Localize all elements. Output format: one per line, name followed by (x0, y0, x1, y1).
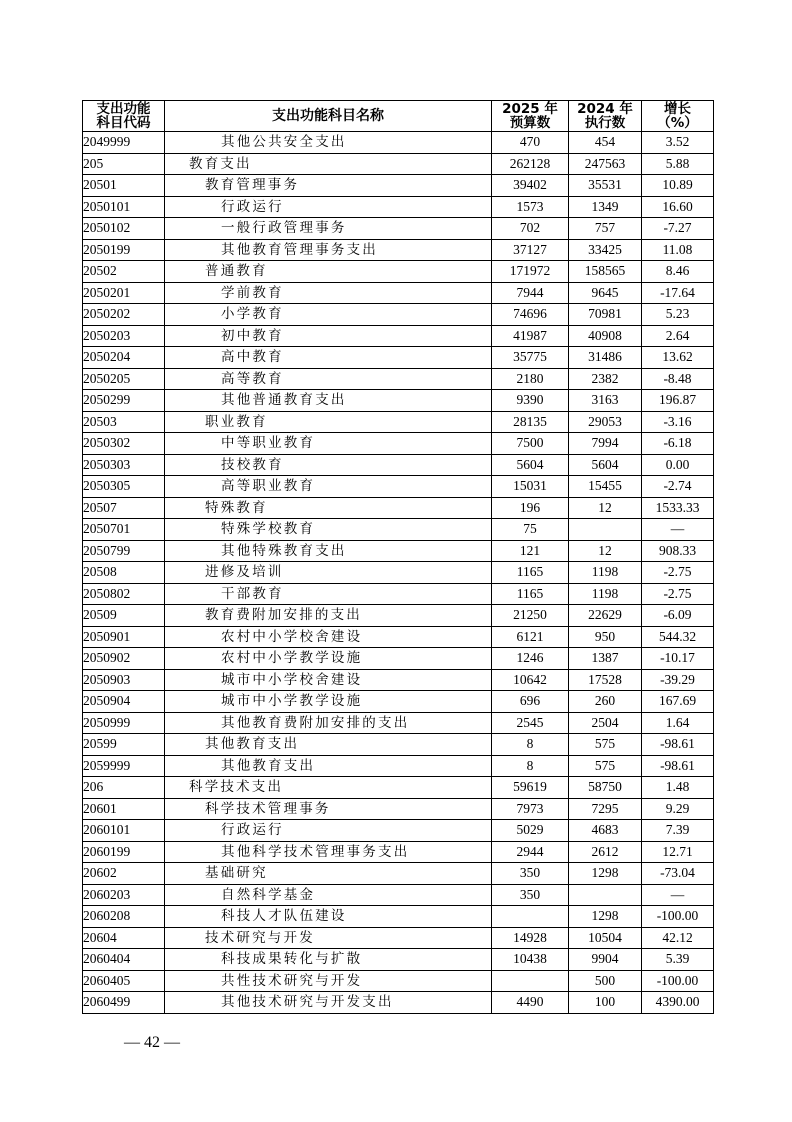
cell-growth: -17.64 (642, 282, 714, 304)
page-number: — 42 — (124, 1034, 180, 1051)
cell-budget-2025: 171972 (492, 261, 569, 283)
cell-executed-2024: 2382 (569, 368, 642, 390)
cell-growth: 167.69 (642, 691, 714, 713)
cell-budget-2025: 470 (492, 132, 569, 154)
cell-name: 技术研究与开发 (165, 927, 492, 949)
cell-name: 其他教育支出 (165, 734, 492, 756)
table-row (83, 132, 714, 154)
table-row (83, 196, 714, 218)
cell-executed-2024: 1349 (569, 196, 642, 218)
table-row (83, 390, 714, 412)
cell-growth: -2.74 (642, 476, 714, 498)
cell-growth: 1533.33 (642, 497, 714, 519)
table-row (83, 325, 714, 347)
cell-executed-2024: 1198 (569, 583, 642, 605)
cell-name: 普通教育 (165, 261, 492, 283)
cell-growth: 196.87 (642, 390, 714, 412)
cell-name: 技校教育 (165, 454, 492, 476)
cell-executed-2024: 35531 (569, 175, 642, 197)
header-code-line2: 科目代码 (96, 115, 151, 131)
cell-budget-2025: 121 (492, 540, 569, 562)
cell-name: 初中教育 (165, 325, 492, 347)
cell-name: 行政运行 (165, 196, 492, 218)
cell-budget-2025: 8 (492, 755, 569, 777)
table-row (83, 153, 714, 175)
cell-executed-2024: 3163 (569, 390, 642, 412)
cell-executed-2024: 5604 (569, 454, 642, 476)
table-row (83, 970, 714, 992)
header-code (83, 101, 165, 132)
cell-executed-2024: 58750 (569, 777, 642, 799)
cell-budget-2025: 196 (492, 497, 569, 519)
cell-executed-2024: 33425 (569, 239, 642, 261)
cell-executed-2024: 15455 (569, 476, 642, 498)
cell-name: 基础研究 (165, 863, 492, 885)
cell-growth: 10.89 (642, 175, 714, 197)
header-growth (642, 101, 714, 132)
cell-name: 小学教育 (165, 304, 492, 326)
cell-budget-2025: 7973 (492, 798, 569, 820)
cell-code: 2060405 (83, 970, 165, 992)
cell-budget-2025: 37127 (492, 239, 569, 261)
cell-code: 2060499 (83, 992, 165, 1014)
cell-budget-2025: 9390 (492, 390, 569, 412)
cell-executed-2024: 2504 (569, 712, 642, 734)
table-row (83, 648, 714, 670)
cell-budget-2025: 350 (492, 884, 569, 906)
cell-code: 2060199 (83, 841, 165, 863)
cell-budget-2025: 15031 (492, 476, 569, 498)
cell-code: 2050203 (83, 325, 165, 347)
cell-executed-2024: 4683 (569, 820, 642, 842)
cell-growth: -39.29 (642, 669, 714, 691)
cell-budget-2025: 2944 (492, 841, 569, 863)
table-row (83, 669, 714, 691)
cell-code: 206 (83, 777, 165, 799)
table-header-row (83, 101, 714, 132)
cell-budget-2025: 41987 (492, 325, 569, 347)
cell-growth: 3.52 (642, 132, 714, 154)
header-budget (492, 101, 569, 132)
cell-growth: -2.75 (642, 583, 714, 605)
cell-name: 其他科学技术管理事务支出 (165, 841, 492, 863)
cell-code: 2060203 (83, 884, 165, 906)
cell-name: 教育费附加安排的支出 (165, 605, 492, 627)
table-row (83, 347, 714, 369)
header-executed-line1: 2024 年 (577, 101, 633, 117)
cell-executed-2024: 757 (569, 218, 642, 240)
table-row (83, 777, 714, 799)
cell-budget-2025: 59619 (492, 777, 569, 799)
cell-name: 学前教育 (165, 282, 492, 304)
table-row (83, 304, 714, 326)
cell-code: 2050205 (83, 368, 165, 390)
cell-growth: -98.61 (642, 755, 714, 777)
cell-executed-2024: 12 (569, 497, 642, 519)
cell-executed-2024: 454 (569, 132, 642, 154)
cell-code: 2050101 (83, 196, 165, 218)
cell-name: 科学技术管理事务 (165, 798, 492, 820)
cell-executed-2024 (569, 884, 642, 906)
cell-growth: 0.00 (642, 454, 714, 476)
cell-code: 2050204 (83, 347, 165, 369)
table-body (83, 132, 714, 1014)
header-code-line1: 支出功能 (96, 101, 151, 117)
cell-growth: 5.88 (642, 153, 714, 175)
cell-growth: 9.29 (642, 798, 714, 820)
cell-name: 其他特殊教育支出 (165, 540, 492, 562)
cell-code: 2050201 (83, 282, 165, 304)
cell-budget-2025: 5604 (492, 454, 569, 476)
cell-code: 2059999 (83, 755, 165, 777)
cell-name: 其他教育管理事务支出 (165, 239, 492, 261)
cell-growth: 1.48 (642, 777, 714, 799)
cell-code: 2049999 (83, 132, 165, 154)
cell-budget-2025: 5029 (492, 820, 569, 842)
table-row (83, 261, 714, 283)
table-row (83, 841, 714, 863)
cell-name: 职业教育 (165, 411, 492, 433)
cell-executed-2024: 29053 (569, 411, 642, 433)
table-row (83, 712, 714, 734)
cell-budget-2025: 350 (492, 863, 569, 885)
cell-growth: -100.00 (642, 906, 714, 928)
cell-budget-2025: 696 (492, 691, 569, 713)
cell-growth: 4390.00 (642, 992, 714, 1014)
cell-growth: -7.27 (642, 218, 714, 240)
cell-name: 高中教育 (165, 347, 492, 369)
cell-code: 2050903 (83, 669, 165, 691)
cell-code: 2050202 (83, 304, 165, 326)
table-row (83, 519, 714, 541)
cell-executed-2024: 575 (569, 755, 642, 777)
cell-code: 20501 (83, 175, 165, 197)
header-name: 支出功能科目名称 (165, 101, 492, 132)
cell-executed-2024: 12 (569, 540, 642, 562)
cell-code: 2060101 (83, 820, 165, 842)
table-row (83, 218, 714, 240)
cell-growth: -6.09 (642, 605, 714, 627)
cell-executed-2024: 10504 (569, 927, 642, 949)
cell-executed-2024: 158565 (569, 261, 642, 283)
cell-growth: -73.04 (642, 863, 714, 885)
cell-name: 其他教育费附加安排的支出 (165, 712, 492, 734)
table-row (83, 755, 714, 777)
cell-growth: 12.71 (642, 841, 714, 863)
cell-code: 2050199 (83, 239, 165, 261)
cell-budget-2025: 7500 (492, 433, 569, 455)
cell-growth: -6.18 (642, 433, 714, 455)
cell-name: 干部教育 (165, 583, 492, 605)
table-row (83, 863, 714, 885)
cell-budget-2025: 262128 (492, 153, 569, 175)
table-row (83, 798, 714, 820)
table-row (83, 497, 714, 519)
cell-code: 2050902 (83, 648, 165, 670)
cell-name: 共性技术研究与开发 (165, 970, 492, 992)
cell-executed-2024: 7295 (569, 798, 642, 820)
header-budget-line2: 预算数 (509, 115, 551, 131)
cell-budget-2025: 6121 (492, 626, 569, 648)
cell-growth: -100.00 (642, 970, 714, 992)
header-executed-line2: 执行数 (584, 115, 626, 131)
table-row (83, 884, 714, 906)
table-row (83, 454, 714, 476)
table-row (83, 626, 714, 648)
cell-code: 20508 (83, 562, 165, 584)
cell-growth: — (642, 884, 714, 906)
table-row (83, 992, 714, 1014)
cell-budget-2025: 10642 (492, 669, 569, 691)
cell-growth: 5.23 (642, 304, 714, 326)
table-row (83, 540, 714, 562)
cell-growth: 908.33 (642, 540, 714, 562)
cell-growth: 16.60 (642, 196, 714, 218)
header-executed (569, 101, 642, 132)
cell-growth: — (642, 519, 714, 541)
cell-budget-2025: 14928 (492, 927, 569, 949)
cell-executed-2024: 950 (569, 626, 642, 648)
cell-budget-2025: 39402 (492, 175, 569, 197)
cell-budget-2025: 28135 (492, 411, 569, 433)
cell-executed-2024: 1298 (569, 906, 642, 928)
cell-name: 科技成果转化与扩散 (165, 949, 492, 971)
cell-name: 农村中小学教学设施 (165, 648, 492, 670)
cell-code: 2050999 (83, 712, 165, 734)
cell-code: 20509 (83, 605, 165, 627)
table-row (83, 411, 714, 433)
table-row (83, 239, 714, 261)
cell-name: 科学技术支出 (165, 777, 492, 799)
cell-code: 20503 (83, 411, 165, 433)
cell-code: 2050102 (83, 218, 165, 240)
table-row (83, 949, 714, 971)
cell-budget-2025: 702 (492, 218, 569, 240)
cell-executed-2024: 1387 (569, 648, 642, 670)
cell-budget-2025: 1165 (492, 562, 569, 584)
table-row (83, 927, 714, 949)
cell-name: 进修及培训 (165, 562, 492, 584)
cell-budget-2025: 2545 (492, 712, 569, 734)
cell-code: 2050302 (83, 433, 165, 455)
cell-budget-2025: 1246 (492, 648, 569, 670)
cell-executed-2024: 9904 (569, 949, 642, 971)
table-row (83, 175, 714, 197)
cell-executed-2024: 1198 (569, 562, 642, 584)
table-row (83, 583, 714, 605)
cell-name: 高等职业教育 (165, 476, 492, 498)
cell-name: 一般行政管理事务 (165, 218, 492, 240)
header-growth-line1: 增长 (664, 101, 691, 117)
cell-name: 其他公共安全支出 (165, 132, 492, 154)
cell-executed-2024: 9645 (569, 282, 642, 304)
cell-code: 2050701 (83, 519, 165, 541)
cell-budget-2025: 8 (492, 734, 569, 756)
cell-name: 城市中小学校舍建设 (165, 669, 492, 691)
cell-code: 20507 (83, 497, 165, 519)
cell-name: 科技人才队伍建设 (165, 906, 492, 928)
cell-growth: 7.39 (642, 820, 714, 842)
cell-name: 其他技术研究与开发支出 (165, 992, 492, 1014)
cell-budget-2025: 1573 (492, 196, 569, 218)
cell-code: 2060404 (83, 949, 165, 971)
cell-name: 农村中小学校舍建设 (165, 626, 492, 648)
cell-name: 特殊教育 (165, 497, 492, 519)
cell-budget-2025 (492, 906, 569, 928)
table-row (83, 476, 714, 498)
cell-code: 20602 (83, 863, 165, 885)
cell-name: 教育支出 (165, 153, 492, 175)
cell-growth: 544.32 (642, 626, 714, 648)
cell-name: 教育管理事务 (165, 175, 492, 197)
cell-growth: -98.61 (642, 734, 714, 756)
cell-executed-2024: 40908 (569, 325, 642, 347)
cell-executed-2024: 22629 (569, 605, 642, 627)
header-budget-line1: 2025 年 (502, 101, 558, 117)
cell-executed-2024 (569, 519, 642, 541)
cell-code: 20604 (83, 927, 165, 949)
cell-growth: 13.62 (642, 347, 714, 369)
cell-code: 2050303 (83, 454, 165, 476)
table-row (83, 691, 714, 713)
cell-growth: -10.17 (642, 648, 714, 670)
budget-table (82, 100, 714, 1014)
cell-executed-2024: 1298 (569, 863, 642, 885)
table-row (83, 433, 714, 455)
table-row (83, 605, 714, 627)
cell-code: 20599 (83, 734, 165, 756)
table-row (83, 820, 714, 842)
cell-executed-2024: 7994 (569, 433, 642, 455)
cell-budget-2025: 2180 (492, 368, 569, 390)
cell-budget-2025: 7944 (492, 282, 569, 304)
cell-budget-2025: 10438 (492, 949, 569, 971)
cell-growth: 5.39 (642, 949, 714, 971)
cell-code: 20601 (83, 798, 165, 820)
cell-code: 20502 (83, 261, 165, 283)
cell-growth: 42.12 (642, 927, 714, 949)
cell-executed-2024: 247563 (569, 153, 642, 175)
cell-executed-2024: 100 (569, 992, 642, 1014)
cell-code: 2050299 (83, 390, 165, 412)
cell-budget-2025: 35775 (492, 347, 569, 369)
cell-budget-2025: 1165 (492, 583, 569, 605)
cell-executed-2024: 31486 (569, 347, 642, 369)
cell-name: 其他普通教育支出 (165, 390, 492, 412)
cell-name: 行政运行 (165, 820, 492, 842)
cell-executed-2024: 70981 (569, 304, 642, 326)
cell-budget-2025: 74696 (492, 304, 569, 326)
cell-growth: 1.64 (642, 712, 714, 734)
cell-code: 2060208 (83, 906, 165, 928)
cell-executed-2024: 17528 (569, 669, 642, 691)
cell-executed-2024: 500 (569, 970, 642, 992)
table-row (83, 906, 714, 928)
cell-name: 其他教育支出 (165, 755, 492, 777)
table-row (83, 562, 714, 584)
cell-growth: -2.75 (642, 562, 714, 584)
cell-code: 2050305 (83, 476, 165, 498)
cell-name: 特殊学校教育 (165, 519, 492, 541)
cell-code: 2050799 (83, 540, 165, 562)
cell-budget-2025 (492, 970, 569, 992)
header-growth-line2: （%） (657, 115, 698, 131)
cell-name: 中等职业教育 (165, 433, 492, 455)
cell-code: 2050901 (83, 626, 165, 648)
cell-executed-2024: 2612 (569, 841, 642, 863)
cell-executed-2024: 575 (569, 734, 642, 756)
table-row (83, 282, 714, 304)
cell-budget-2025: 21250 (492, 605, 569, 627)
cell-growth: 2.64 (642, 325, 714, 347)
cell-code: 205 (83, 153, 165, 175)
cell-code: 2050904 (83, 691, 165, 713)
cell-executed-2024: 260 (569, 691, 642, 713)
cell-growth: 11.08 (642, 239, 714, 261)
table-row (83, 734, 714, 756)
table-row (83, 368, 714, 390)
cell-name: 城市中小学教学设施 (165, 691, 492, 713)
cell-name: 自然科学基金 (165, 884, 492, 906)
cell-budget-2025: 75 (492, 519, 569, 541)
cell-code: 2050802 (83, 583, 165, 605)
cell-growth: -3.16 (642, 411, 714, 433)
cell-growth: 8.46 (642, 261, 714, 283)
cell-growth: -8.48 (642, 368, 714, 390)
cell-budget-2025: 4490 (492, 992, 569, 1014)
cell-name: 高等教育 (165, 368, 492, 390)
